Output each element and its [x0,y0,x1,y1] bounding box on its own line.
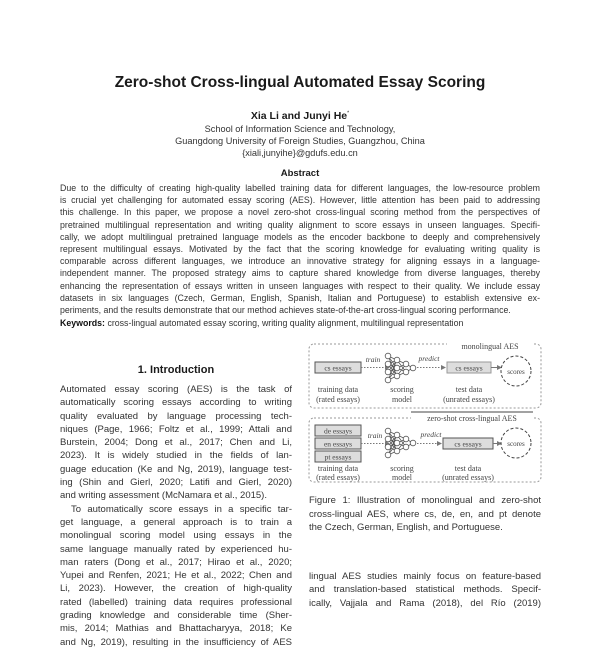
test-data-label: test data [454,464,482,473]
text-line: periments, and the results demonstrate that our method achieves state-of-the-art cross-lingual scoring performance. [60,305,511,316]
paper-title: Zero-shot Cross-lingual Automated Essay Scoring [114,74,486,91]
figure-1-diagram [305,340,545,490]
text-line: rated (labelled) training data requires professional [60,596,292,608]
keywords-label: Keywords: [60,318,105,328]
right-column-body [309,570,541,610]
cross-lingual-aes-label: zero-shot cross-lingual AES [427,414,517,423]
caption-line: cross-lingual AES, where cs, de, en, and pt denote [309,508,541,520]
keywords-text: cross-lingual automated essay scoring, writing quality alignment, multilingual representation [107,318,464,328]
section-heading-introduction: 1. Introduction [137,364,215,376]
text-line: 2023). It is widely studied in the fields of lan- [60,450,292,462]
en-essays-label: en essays [323,439,353,449]
text-line: Due to the difficulty of creating high-quality labelled training data for different languages, the low-resource problem [60,183,540,193]
text-line: and translation-based statistical methods. Specif- [309,584,541,596]
text-line: ically, Vajjala and Rama (2018), del Río (2019) [309,597,541,609]
cs-essays-label: cs essays [455,363,483,373]
scores-label: scores [507,368,525,376]
text-line: ing (Shin and Gierl, 2020; Latifi and Gierl, 2020) [60,477,292,489]
text-line: comparable across different languages, we introduce an innovative strategy for aligning essays in a language- [60,256,540,267]
text-line: man raters (Dong et al., 2017; Hirao et al., 2020; [60,556,292,568]
text-line: represent multilingual essays. Motivated by the fact that the scoring knowledge for evaluating writing quality is [60,244,540,255]
abstract-heading: Abstract [280,168,320,179]
text-line: quality evaluated by language processing tech- [60,410,292,422]
text-line: guage education (Ke and Ng, 2019), language test- [60,463,292,475]
test-data-label: test data [455,385,483,394]
predict-label: predict [418,354,440,363]
affiliation-school: School of Information Science and Technology, [204,124,396,134]
text-line: mis, 2014; Mathias and Bhattacharyya, 2018; Ke [60,623,292,635]
neural-network-icon [385,353,416,383]
cs-essays-label: cs essays [454,439,482,449]
model-label: model [392,473,412,482]
monolingual-aes-label: monolingual AES [461,342,519,351]
scoring-label: scoring [390,464,414,473]
scoring-label: scoring [390,385,414,394]
abstract-body [60,182,540,316]
author-email: {xiali,junyihe}@gdufs.edu.cn [242,148,358,158]
rated-essays-label: (rated essays) [316,395,360,404]
text-line: cally, we adopt multilingual pretrained language models as the encoder backbone to deeply and comprehensively [60,231,540,242]
rated-essays-label: (rated essays) [316,473,360,482]
text-line: enhancing the representation of essays written in unseen languages with respect to their quality. We include essay [60,280,540,291]
train-label: train [367,431,383,440]
text-line: Yupei and Renfen, 2021; He et al., 2022; Chen and [60,570,292,582]
introduction-body [60,383,292,649]
text-line: and Ng, 2019), resulting in the insufficiency of AES [60,636,292,648]
text-line: and writing assessment (McNamara et al., 2015). [60,490,267,502]
cs-essays-label: cs essays [324,363,352,373]
training-data-label: training data [317,464,359,473]
text-line: this challenge. In this paper, we propose a novel zero-shot cross-lingual scoring method from the perspectives of [60,207,540,218]
text-line: same language manually rated by experienced hu- [60,543,292,555]
text-line: Li, 2023). However, the creation of high-quality [60,583,292,595]
text-line: automatically scoring essays according to writing [60,397,292,409]
corresponding-author-mark: * [347,110,350,117]
text-line: get language, a general approach is to train a [60,516,292,528]
de-essays-label: de essays [323,426,353,436]
text-line: pretrained multilingual representation and writing quality alignment to score essays in unseen languages. Specifi- [60,219,540,230]
text-line: datasets in six languages (Czech, German, English, Spanish, Italian and Portuguese) to establish extensive ex- [60,292,540,303]
text-line: To automatically score essays in a specific tar- [71,503,292,515]
text-line: is crucial yet challenging for automated essay scoring (AES). However, little attention has been paid to addressing [60,195,540,206]
text-line: grading knowledge and considerable time (Sher- [60,610,292,622]
text-line: lingual AES studies mainly focus on feature-based [309,571,541,582]
unrated-essays-label: (unrated essays) [442,473,494,482]
predict-label: predict [420,430,442,439]
figure-1-caption [309,494,541,535]
keywords [60,318,463,328]
text-line: Automated essay scoring (AES) is the task of [60,384,292,395]
caption-line: the Czech, German, English, and Portuguese. [309,522,503,533]
train-label: train [365,355,381,364]
text-line: monolingual scoring model using essays in the [60,530,292,542]
author-names: Xia Li and Junyi He [250,110,348,122]
text-line: niques (Page, 1966; Foltz et al., 1999; Attali and [60,423,292,435]
pt-essays-label: pt essays [324,452,352,462]
neural-network-icon [385,428,416,458]
training-data-label: training data [317,385,359,394]
text-line: independent manner. The proposed strategy aims to capture shared knowledge from diverse languages, thereby [60,268,540,279]
model-label: model [392,395,412,404]
text-line: Burstein, 2004; Dong et al., 2017; Chen and Li, [60,437,292,449]
affiliation-university: Guangdong University of Foreign Studies, Guangzhou, China [175,136,425,146]
unrated-essays-label: (unrated essays) [443,395,495,404]
scores-label: scores [507,440,525,448]
caption-line: Figure 1: Illustration of monolingual and zero-shot [309,495,541,506]
authors [0,110,600,122]
